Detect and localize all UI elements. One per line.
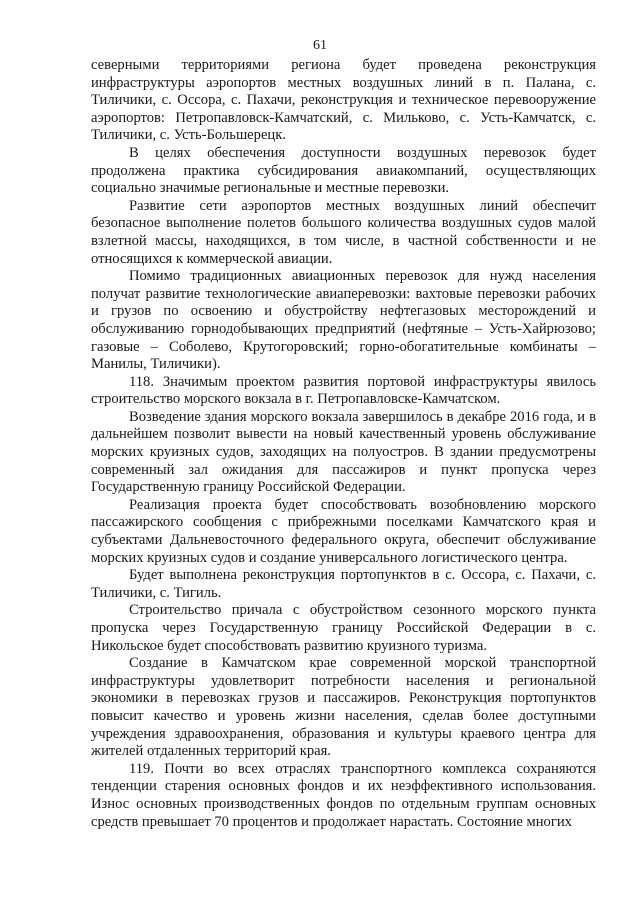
paragraph-118: 118. Значимым проектом развития портовой инфраструктуры явилось строительство морского вокзала в г. Петропавловске-Камчатском. — [91, 373, 596, 408]
paragraph-project-implementation: Реализация проекта будет способствовать возобновлению морского пассажирского сообщения с прибрежными поселками Камчатского края и субъектами Дальневосточного федерального округа, обеспечит обслуживание морских круизных судов и создание универсального логистического центра. — [91, 496, 596, 566]
paragraph-airport-network: Развитие сети аэропортов местных воздушных линий обеспечит безопасное выполнение полетов большого количества воздушных судов малой взлетной массы, находящихся, в том числе, в частной собственности и не относящихся к коммерческой авиации. — [91, 197, 596, 267]
paragraph-air-subsidies: В целях обеспечения доступности воздушных перевозок будет продолжена практика субсидирования авиакомпаний, осуществляющих социально значимые региональные и местные перевозки. — [91, 144, 596, 197]
paragraph-continuation: северными территориями региона будет проведена реконструкция инфраструктуры аэропортов местных воздушных линий в п. Палана, с. Тиличики, с. Оссора, с. Пахачи, реконструкция и техническое перевооружение аэропортов: Петропавловск-Камчатский, с. Мильково, с. Усть-Камчатск, с. Тиличики, с. Усть-Большерецк. — [91, 57, 596, 144]
paragraph-technological-aviation: Помимо традиционных авиационных перевозок для нужд населения получат развитие технологические авиаперевозки: вахтовые перевозки рабочих и грузов по освоению и обустройству нефтегазовых месторождений и обслуживанию горнодобывающих предприятий (нефтяные – Усть-Хайрюзово; газовые – Соболево, Крутогоровский; горно-обогатительные комбинаты – Манилы, Тиличики). — [91, 268, 596, 373]
paragraph-sea-terminal: Возведение здания морского вокзала завершилось в декабре 2016 года, и в дальнейшем позволит вывести на новый качественный уровень обслуживание морских круизных судов, заходящих на полуостров. В здании предусмотрены современный зал ожидания для пассажиров и пункт пропуска через Государственную границу Российской Федерации. — [91, 408, 596, 496]
body-text — [91, 57, 596, 831]
page-number: 61 — [313, 38, 327, 53]
paragraph-119: 119. Почти во всех отраслях транспортного комплекса сохраняются тенденции старения основных фондов и их неэффективного использования. Износ основных производственных фондов по отдельным группам основных средств превышает 70 процентов и продолжает нарастать. Состояние многих — [91, 760, 596, 830]
paragraph-nikolskoye-pier: Строительство причала с обустройством сезонного морского пункта пропуска через Государственную границу Российской Федерации в с. Никольское будет способствовать развитию круизного туризма. — [91, 602, 596, 654]
paragraph-port-reconstruction: Будет выполнена реконструкция портопунктов в с. Оссора, с. Пахачи, с. Тиличики, с. Тигиль. — [91, 567, 596, 601]
paragraph-marine-infrastructure: Создание в Камчатском крае современной морской транспортной инфраструктуры удовлетворит потребности населения и региональной экономики в перевозках грузов и пассажиров. Реконструкция портопунктов повысит качество и уровень жизни населения, сделав более доступными учреждения здравоохранения, образования и культуры краевого центра для жителей отдаленных территорий края. — [91, 655, 596, 760]
